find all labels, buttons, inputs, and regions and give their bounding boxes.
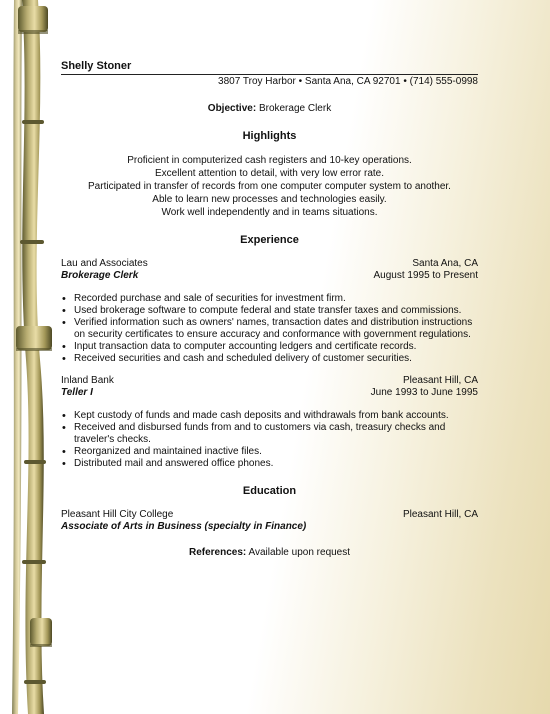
references-line [61, 547, 478, 559]
objective-label: Objective: [207, 103, 257, 114]
job-duties-list [61, 293, 478, 365]
resume-document [61, 60, 478, 559]
highlight-item: Participated in transfer of records from one computer computer system to another. [88, 181, 451, 192]
education-school-row [61, 509, 478, 521]
job-location: Pleasant Hill, CA [402, 375, 478, 386]
highlight-item: Excellent attention to detail, with very low error rate. [155, 168, 384, 179]
references-value: Available upon request [248, 547, 351, 558]
job-entry-inland-bank [61, 375, 478, 470]
education-degree-row [61, 521, 478, 533]
objective-line [61, 103, 478, 115]
bamboo-border-decoration [0, 0, 60, 714]
education-heading: Education [242, 485, 297, 497]
experience-heading: Experience [240, 234, 299, 246]
duty-item: • Kept custody of funds and made cash deposits and withdrawals from bank accounts. [61, 410, 478, 422]
education-location: Pleasant Hill, CA [402, 509, 478, 520]
job-location: Santa Ana, CA [412, 258, 478, 269]
job-duties-list [61, 410, 478, 470]
job-company-row [61, 258, 478, 270]
job-title: Teller I [61, 387, 93, 398]
job-title-row [61, 387, 478, 399]
duty-item: • Received and disbursed funds from and to customers via cash, treasury checks and traveler's checks. [61, 422, 478, 446]
objective-value: Brokerage Clerk [258, 103, 332, 114]
duty-item: • Verified information such as owners' names, transaction dates and distribution instructions on security certificates to ensure accuracy and conformance with government regulations. [61, 317, 478, 341]
highlight-item: Work well independently and in teams situations. [161, 207, 378, 218]
job-company: Lau and Associates [61, 258, 148, 269]
contact-info: 3807 Troy Harbor • Santa Ana, CA 92701 • (714) 555-0998 [218, 76, 478, 87]
job-company-row [61, 375, 478, 387]
highlight-item: Able to learn new processes and technologies easily. [152, 194, 387, 205]
job-title: Brokerage Clerk [61, 270, 139, 281]
education-school: Pleasant Hill City College [61, 509, 174, 520]
duty-item: • Reorganized and maintained inactive files. [61, 446, 478, 458]
duty-item: • Used brokerage software to compute federal and state transfer taxes and commissions. [61, 305, 478, 317]
job-dates: August 1995 to Present [373, 270, 478, 281]
job-dates: June 1993 to June 1995 [370, 387, 478, 398]
education-degree: Associate of Arts in Business (specialty in Finance) [61, 521, 307, 532]
job-company: Inland Bank [61, 375, 114, 386]
duty-item: • Distributed mail and answered office phones. [61, 458, 478, 470]
duty-item: • Received securities and cash and scheduled delivery of customer securities. [61, 353, 478, 365]
job-title-row [61, 270, 478, 282]
duty-item: • Input transaction data to computer accounting ledgers and certificate records. [61, 341, 478, 353]
references-label: References: [188, 547, 247, 558]
highlights-list [61, 154, 478, 219]
candidate-name: Shelly Stoner [61, 60, 478, 75]
duty-item: • Recorded purchase and sale of securities for investment firm. [61, 293, 478, 305]
highlights-heading: Highlights [242, 130, 297, 142]
highlight-item: Proficient in computerized cash registers and 10-key operations. [127, 155, 412, 166]
job-entry-lau [61, 258, 478, 365]
